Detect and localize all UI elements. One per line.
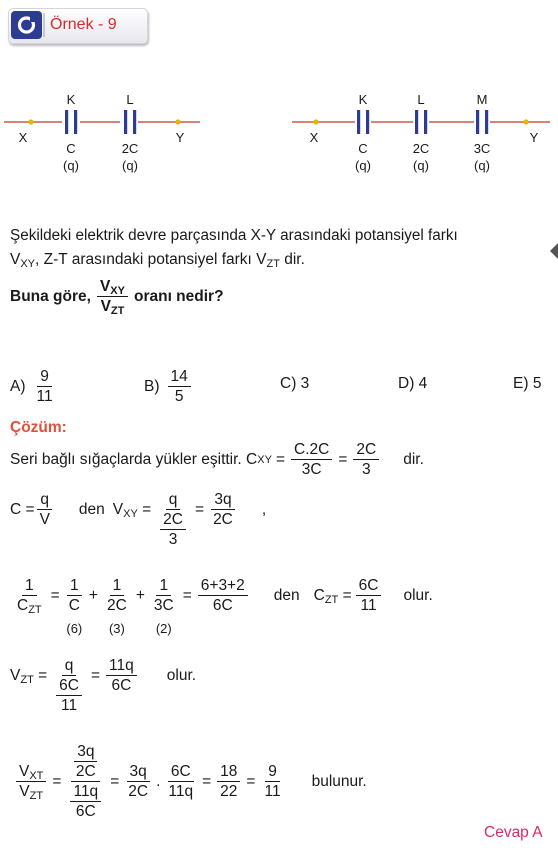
option-b[interactable]: B) $\frac{14}{5}$ <box>144 367 193 406</box>
capacitor-l1 <box>124 110 136 134</box>
node-y1 <box>175 119 180 124</box>
ratio-fraction: $\frac{V_{XY}}{V_{ZT}}$ <box>97 277 128 316</box>
solution-line-1: Seri bağlı sığaçlarda yükler eşittir. C XY = $\frac{C.2C}{3C}$ = $\frac{2C}{3}$ dir. <box>10 441 424 478</box>
node-y2 <box>523 119 528 124</box>
capacitor-k2 <box>357 110 369 134</box>
header-divider <box>43 13 45 37</box>
option-e[interactable]: E) 5 <box>513 375 542 392</box>
solution-title: Çözüm: <box>10 419 67 436</box>
solution-line-3: $\frac{1}{C_{ZT}}$ = $\frac{1}{C}$ (6) + $\frac{1}{2C}$ (3) + $\frac{1}{3C}$ (2) = $\frac{6+3+2}{6C}$ den $C_{ZT}$ = $\frac{6C}{11}$ olur. <box>17 577 433 636</box>
question-line-1: Şekildeki elektrik devre parçasında X-Y arasındaki potansiyel farkı <box>10 227 458 244</box>
question-line-2: $V_{XY}$, Z-T arasındaki potansiyel farkı $V_{ZT}$ dir. <box>10 251 305 270</box>
capacitor-k1 <box>65 110 77 134</box>
option-a[interactable]: A) $\frac{9}{11}$ <box>10 368 53 405</box>
node-x1 <box>28 119 33 124</box>
question-ask: Buna göre, $\frac{V_{XY}}{V_{ZT}}$ oranı nedir? <box>10 278 224 317</box>
cap-name-k2: K <box>358 92 368 107</box>
label-y1: Y <box>175 130 185 145</box>
label-y2: Y <box>529 130 539 145</box>
capacitor-l2 <box>415 110 427 134</box>
cap-value-l1: 2C <box>121 141 139 156</box>
solution-line-5: $\frac{V_{XT}}{V_{ZT}}$ = 3q 2C 11q 6C = $\frac{3q}{2C}$ . $\frac{6C}{11q}$ = $\frac{18}{22}$ = $\frac{9}{11}$ bulunur. <box>10 742 367 821</box>
example-title: Örnek - 9 <box>50 16 117 33</box>
cap-charge-l2: (q) <box>413 158 429 173</box>
option-c[interactable]: C) 3 <box>280 375 310 392</box>
cap-charge-m2: (q) <box>474 158 490 173</box>
cap-name-k1: K <box>66 92 76 107</box>
cap-value-k1: C <box>66 141 76 156</box>
capacitor-m2 <box>476 110 488 134</box>
label-x2: X <box>309 130 319 145</box>
cap-charge-k1: (q) <box>63 158 79 173</box>
cap-name-m2: M <box>476 92 488 107</box>
cap-charge-l1: (q) <box>122 158 138 173</box>
node-x2 <box>313 119 318 124</box>
solution-line-4: $V_{ZT}$ = q 6C 11 = $\frac{11q}{6C}$ olur. <box>10 657 197 714</box>
cap-value-k2: C <box>358 141 368 156</box>
option-d[interactable]: D) 4 <box>398 375 428 392</box>
page-edge-arrow-icon[interactable] <box>550 243 558 259</box>
answer-label: Cevap A <box>484 824 543 841</box>
cap-charge-k2: (q) <box>355 158 371 173</box>
cap-name-l1: L <box>126 92 134 107</box>
solution-line-2: C = $\frac{q}{V}$ den $V_{XY}$ = q 2C 3 = $\frac{3q}{2C}$ , <box>10 491 267 548</box>
label-x1: X <box>18 130 28 145</box>
example-icon <box>11 11 42 39</box>
cap-value-l2: 2C <box>412 141 430 156</box>
cap-name-l2: L <box>417 92 425 107</box>
cap-value-m2: 3C <box>473 141 491 156</box>
